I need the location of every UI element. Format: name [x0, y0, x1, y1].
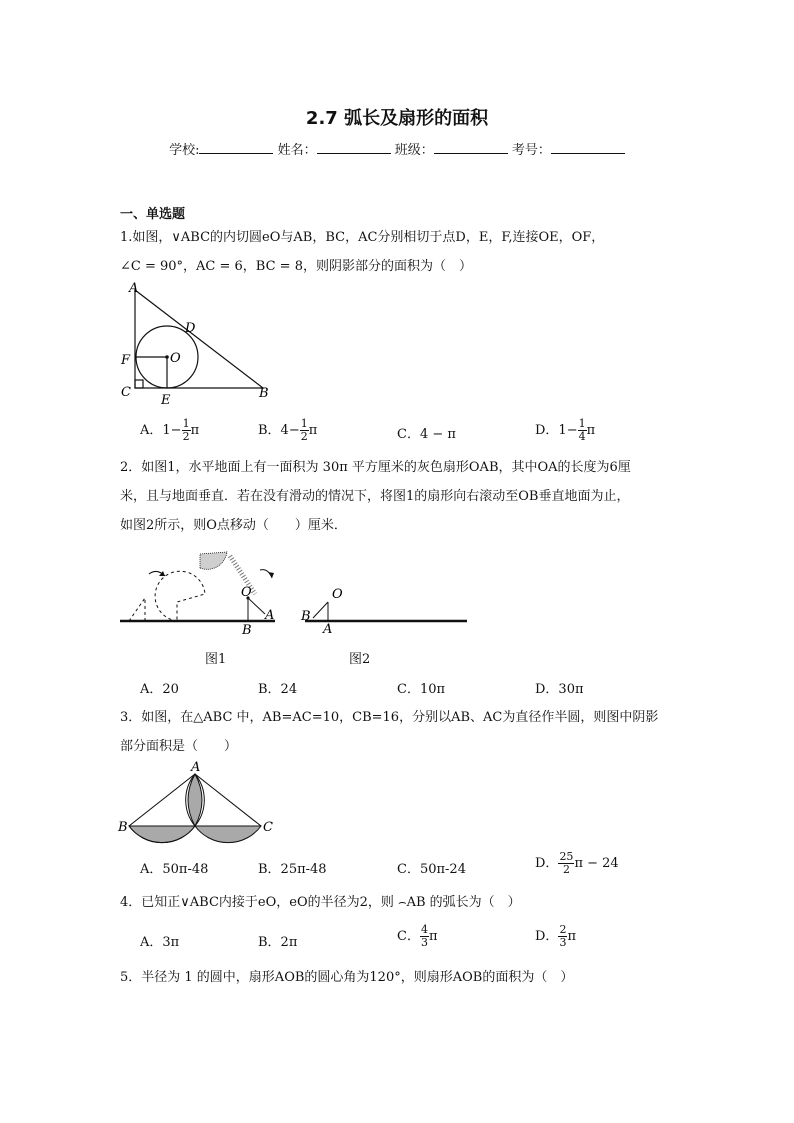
class-blank[interactable]	[434, 141, 508, 154]
q3-option-a[interactable]: A．50π-48	[140, 862, 209, 877]
q1-option-c[interactable]: C．4 − π	[397, 427, 456, 442]
page-title: 2.7 弧长及扇形的面积	[305, 108, 489, 129]
question-4	[120, 888, 680, 917]
label-f: F	[121, 353, 131, 368]
question-1-line1: 1.如图，∨ABC的内切圆eO与AB，BC，AC分别相切于点D，E，F,连接OE，OF，	[120, 230, 605, 245]
rolling-sector	[200, 552, 227, 569]
question-2	[120, 453, 680, 540]
student-info-line	[0, 139, 794, 158]
q3-option-c[interactable]: C．50π-24	[397, 862, 466, 877]
figure-1-caption: 图1	[205, 652, 227, 667]
shaded-left-half	[129, 826, 195, 843]
school-blank[interactable]	[199, 141, 273, 154]
fig1-label-o: O	[241, 585, 252, 600]
question-2-line1: 2．如图1，水平地面上有一面积为 30π 平方厘米的灰色扇形OAB，其中OA的长度为6厘	[120, 460, 631, 475]
triangle-abc	[135, 290, 263, 388]
school-label: 学校:	[169, 143, 200, 158]
class-label: 班级：	[394, 143, 434, 158]
side-ab	[129, 774, 195, 826]
arrow-2-head	[268, 572, 274, 578]
question-2-figure	[115, 546, 480, 636]
question-1-figure	[115, 280, 285, 410]
question-3-line2: 部分面积是（ ）	[120, 739, 238, 754]
label-b: B	[118, 820, 128, 835]
q2-option-c[interactable]: C．10π	[397, 682, 446, 697]
label-e: E	[161, 393, 171, 408]
question-1-line2: ∠C = 90°，AC = 6，BC = 8，则阴影部分的面积为（ ）	[120, 259, 472, 274]
label-b: B	[259, 386, 269, 401]
name-label: 姓名：	[277, 143, 317, 158]
label-a: A	[191, 760, 201, 775]
label-c: C	[121, 385, 131, 400]
fraction: $\frac{1}{4}$	[578, 417, 586, 443]
fraction: $\frac{25}{2}$	[559, 850, 574, 876]
fig2-label-a: A	[323, 622, 333, 636]
question-5-line1: 5．半径为 1 的圆中，扇形AOB的圆心角为120°，则扇形AOB的面积为（ ）	[120, 970, 574, 985]
shaded-right-half	[195, 826, 261, 843]
fig2-label-o: O	[332, 587, 343, 602]
question-1	[120, 223, 680, 281]
q3-option-b[interactable]: B．25π-48	[258, 862, 327, 877]
fraction: $\frac{1}{2}$	[182, 417, 190, 443]
number-blank[interactable]	[551, 141, 625, 154]
q3-option-d[interactable]: D． $\frac{25}{2}$ π − 24	[535, 850, 619, 876]
fraction: $\frac{2}{3}$	[559, 923, 567, 949]
question-2-line3: 如图2所示，则O点移动（ ）厘米．	[120, 518, 347, 533]
label-o: O	[170, 351, 181, 366]
center-point	[165, 355, 169, 359]
q1-option-d[interactable]: D．1− $\frac{1}{4}$ π	[535, 417, 596, 443]
fraction: $\frac{1}{2}$	[300, 417, 308, 443]
q4-option-d[interactable]: D． $\frac{2}{3}$ π	[535, 923, 576, 949]
q1-option-a[interactable]: A．1− $\frac{1}{2}$ π	[140, 417, 200, 443]
side-ac	[195, 774, 261, 826]
dashed-side	[129, 598, 145, 621]
fraction: $\frac{4}{3}$	[420, 923, 428, 949]
fig1-label-b: B	[242, 623, 252, 636]
figure-2-caption: 图2	[349, 652, 371, 667]
section-heading: 一、单选题	[120, 207, 186, 222]
question-3	[120, 703, 680, 761]
dashed-sector	[155, 571, 205, 621]
fig1-label-a: A	[265, 608, 275, 623]
fig2-segment-ob	[313, 602, 328, 618]
label-c: C	[263, 820, 273, 835]
q1-option-b[interactable]: B．4− $\frac{1}{2}$ π	[258, 417, 318, 443]
question-5	[120, 963, 680, 992]
label-d: D	[185, 321, 196, 336]
q4-option-b[interactable]: B．2π	[258, 935, 298, 950]
question-4-line1: 4．已知正∨ABC内接于eO，eO的半径为2，则 ⌢AB 的弧长为（ ）	[120, 895, 521, 910]
name-blank[interactable]	[317, 141, 391, 154]
number-label: 考号：	[511, 143, 551, 158]
arrow-1-head	[159, 571, 165, 576]
question-3-line1: 3．如图，在△ABC 中，AB=AC=10，CB=16，分别以AB、AC为直径作半圆，则图中阴影	[120, 710, 659, 725]
q4-option-a[interactable]: A．3π	[140, 935, 180, 950]
segment-oa	[248, 598, 265, 614]
q4-option-c[interactable]: C． $\frac{4}{3}$ π	[397, 923, 438, 949]
question-3-figure	[115, 760, 285, 850]
q2-option-a[interactable]: A．20	[140, 682, 179, 697]
right-angle-mark	[135, 380, 143, 388]
q2-option-d[interactable]: D．30π	[535, 682, 584, 697]
label-a: A	[129, 281, 139, 296]
fig2-label-b: B	[301, 609, 311, 624]
question-2-line2: 米，且与地面垂直．若在没有滑动的情况下，将图1的扇形向右滚动至OB垂直地面为止，	[120, 489, 630, 504]
q2-option-b[interactable]: B．24	[258, 682, 298, 697]
